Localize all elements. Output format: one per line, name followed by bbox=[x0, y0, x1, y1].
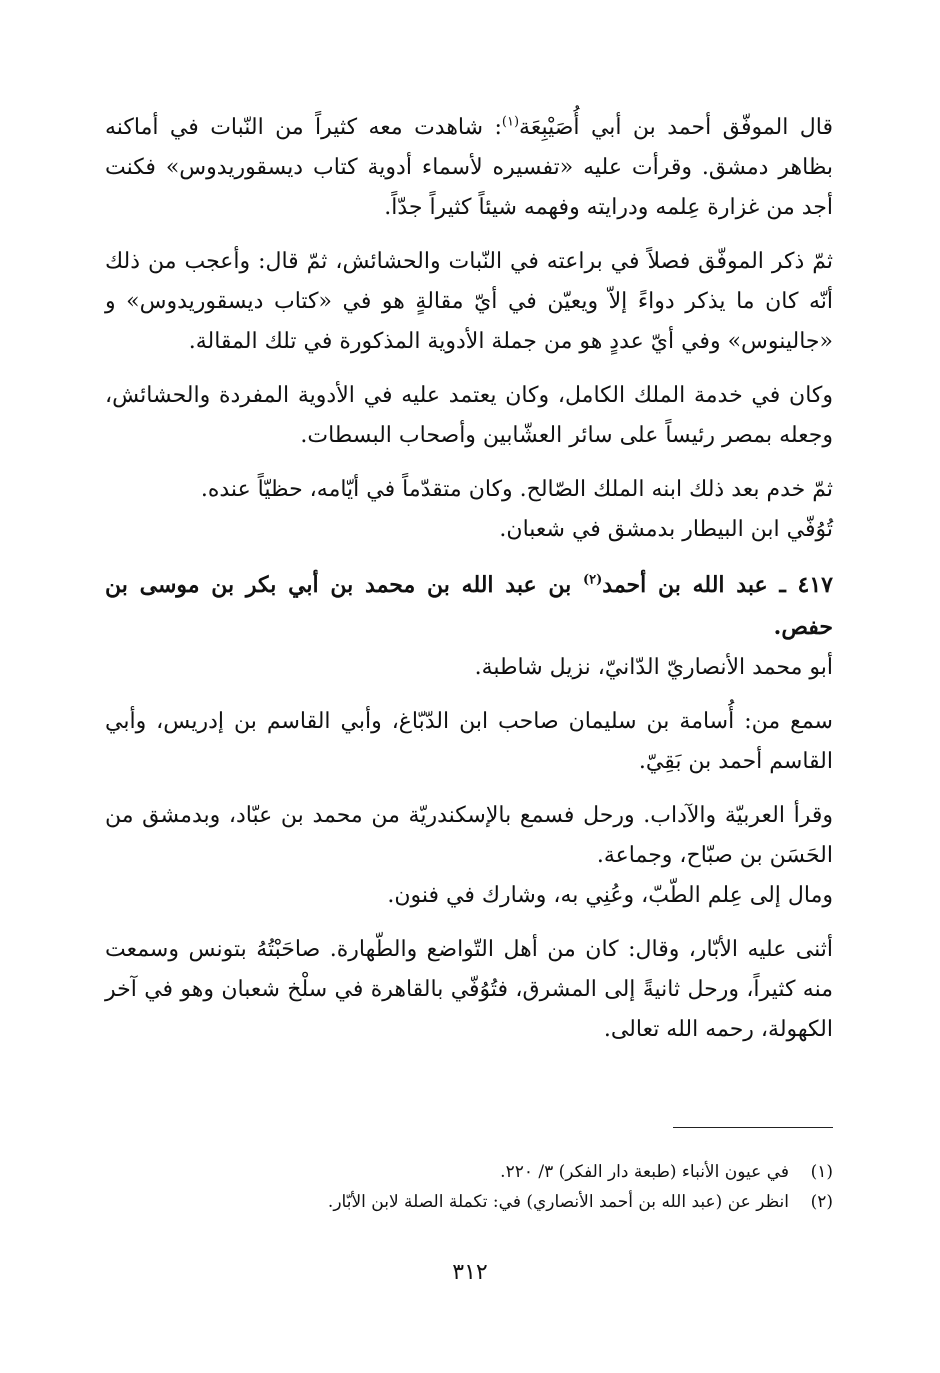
entry-heading-417 bbox=[105, 564, 833, 648]
entry-heading-text: ٤١٧ ـ عبد الله بن أحمد bbox=[602, 572, 833, 598]
paragraph-ibn-abi-usaybia-quote bbox=[105, 108, 833, 228]
footnote-text: انظر عن (عبد الله بن أحمد الأنصاري) في: تكملة الصلة لابن الأبّار. bbox=[327, 1192, 789, 1212]
footnote-number: (١) bbox=[810, 1162, 833, 1182]
paragraph-service-salih: ثمّ خدم بعد ذلك ابنه الملك الصّالح. وكان متقدّماً في أيّامه، حظيّاً عنده. bbox=[200, 477, 833, 502]
page-number: ٣١٢ bbox=[452, 1260, 488, 1285]
entry-kunya-nisba: أبو محمد الأنصاريّ الدّانيّ، نزيل شاطبة. bbox=[474, 655, 833, 680]
footnote-separator bbox=[673, 1127, 833, 1128]
paragraph-service-kamil: وكان في خدمة الملك الكامل، وكان يعتمد عليه في الأدوية المفردة والحشائش، وجعله بمصر رئيساً على سائر العشّابين وأصحاب البسطات. bbox=[105, 383, 833, 448]
entry-heading-text: بن عبد الله بن محمد بن أبي بكر بن موسى بن حفص. bbox=[105, 572, 833, 640]
paragraph-text: قال الموفّق أحمد بن أبي أُصَيْبِعَة bbox=[519, 115, 833, 140]
page-body bbox=[105, 108, 833, 1064]
footnote-text: في عيون الأنباء (طبعة دار الفكر) ٣/ ٢٢٠. bbox=[500, 1162, 789, 1182]
entry-teachers: سمع من: أُسامة بن سليمان صاحب ابن الدّبّاغ، وأبي القاسم بن إدريس، وأبي القاسم أحمد بن بَقِيّ. bbox=[105, 709, 833, 774]
footnote-reference-2: (٢) bbox=[582, 572, 603, 588]
paragraph-expertise: ثمّ ذكر الموفّق فصلاً في براعته في النّبات والحشائش، ثمّ قال: وأعجب من ذلك أنّه كان ما يذكر دواءً إلاّ ويعيّن في أيّ مقالةٍ هو في «كتاب ديسقوريدوس» و «جالينوس» وفي أيّ عددٍ هو من جملة الأدوية المذكورة في تلك المقالة. bbox=[105, 249, 833, 354]
footnote-number: (٢) bbox=[810, 1192, 833, 1212]
footnotes bbox=[105, 1157, 833, 1217]
paragraph-text: : شاهدت معه كثيراً من النّبات في أماكنه بظاهر دمشق. وقرأت عليه «تفسيره لأسماء أدوية كتاب ديسقوريدوس» فكنت أجد من غزارة عِلمه ودرايته وفهمه شيئاً كثيراً جدّاً. bbox=[105, 115, 833, 220]
footnote-2 bbox=[105, 1187, 833, 1217]
entry-praise-death: أثنى عليه الأبّار، وقال: كان من أهل التّواضع والطّهارة. صاحَبْتُهُ بتونس وسمعت منه كثيراً، ورحل ثانيةً إلى المشرق، فتُوُفّي بالقاهرة في سلْخ شعبان وهو في آخر الكهولة، رحمه الله تعالى. bbox=[105, 937, 833, 1042]
paragraph-death: تُوُفّي ابن البيطار بدمشق في شعبان. bbox=[499, 517, 833, 542]
entry-studies-travel: وقرأ العربيّة والآداب. ورحل فسمع بالإسكندريّة من محمد بن عبّاد، وبدمشق من الحَسَن بن صبّاح، وجماعة. bbox=[105, 803, 833, 868]
footnote-1 bbox=[105, 1157, 833, 1187]
footnote-reference-1: (١) bbox=[501, 114, 520, 130]
entry-medicine: ومال إلى عِلم الطّبّ، وعُنِي به، وشارك في فنون. bbox=[387, 883, 833, 908]
